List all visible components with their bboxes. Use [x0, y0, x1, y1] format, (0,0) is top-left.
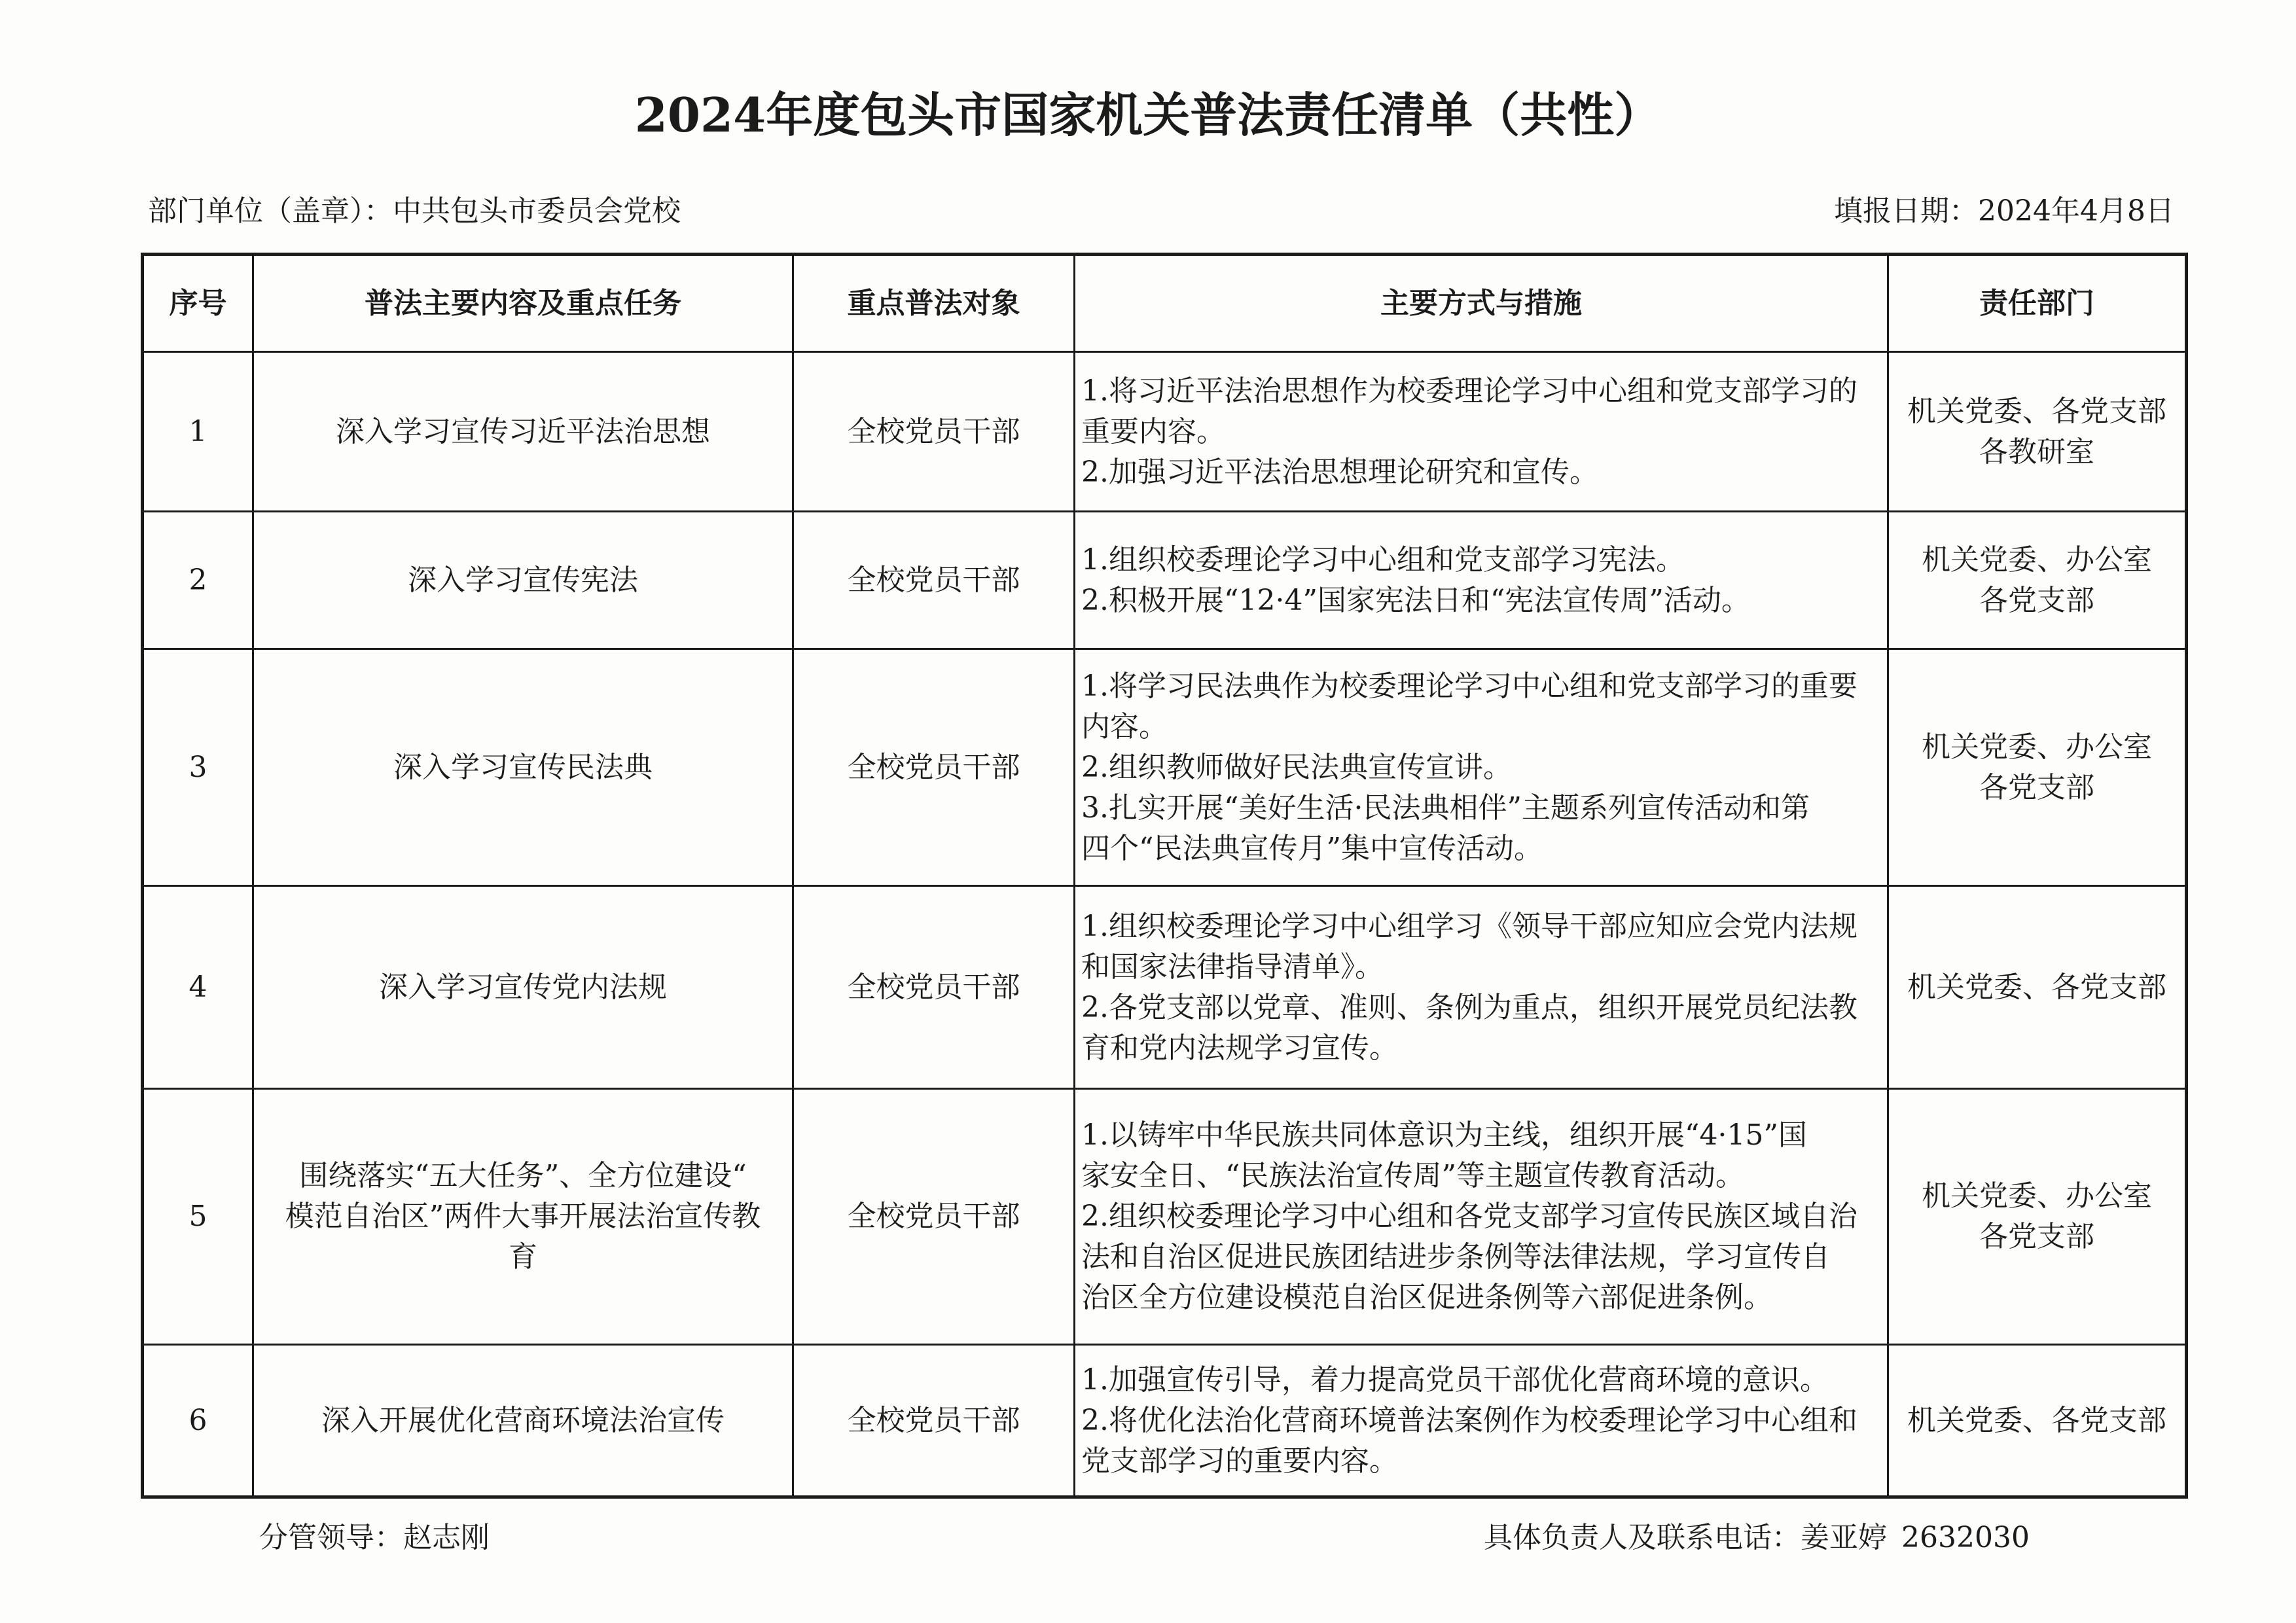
measure-line: 治区全方位建设模范自治区促进条例等六部促进条例。: [1081, 1281, 1772, 1314]
measure-line: 家安全日、“民族法治宣传周”等主题宣传教育活动。: [1081, 1159, 1744, 1192]
task-cell: [253, 352, 793, 512]
task-line: 育: [509, 1240, 537, 1274]
contact-person: [1484, 1520, 2030, 1556]
task-line: 深入学习宣传党内法规: [379, 970, 667, 1004]
supervisor: [259, 1520, 490, 1556]
department-line: 机关党委、办公室: [1922, 730, 2152, 764]
task-line: 深入学习宣传民法典: [393, 750, 653, 784]
measures-cell: [1075, 512, 1888, 649]
department-value: 中共包头市委员会党校: [393, 194, 681, 228]
table-row: [143, 512, 2187, 649]
target-cell: 全校党员干部: [793, 886, 1075, 1089]
responsibility-table: [141, 253, 2188, 1499]
measure-line: 内容。: [1081, 709, 1168, 743]
department-line: 各党支部: [1979, 1220, 2094, 1253]
measure-line: 3.扎实开展“美好生活·民法典相伴”主题系列宣传活动和第: [1081, 791, 1810, 825]
table-row: [143, 1089, 2187, 1345]
row-number: 2: [143, 512, 253, 649]
header-target: 重点普法对象: [793, 255, 1075, 352]
department-line: 机关党委、各党支部: [1907, 970, 2166, 1004]
measure-line: 1.加强宣传引导，着力提高党员干部优化营商环境的意识。: [1081, 1363, 1829, 1397]
measure-line: 2.加强习近平法治思想理论研究和宣传。: [1081, 455, 1598, 489]
contact-label: 具体负责人及联系电话：: [1484, 1521, 1801, 1554]
departments-cell: [1888, 352, 2187, 512]
departments-cell: [1888, 1345, 2187, 1497]
row-number: 3: [143, 649, 253, 886]
row-number: 5: [143, 1089, 253, 1345]
supervisor-name: 赵志刚: [403, 1521, 490, 1554]
departments-cell: [1888, 1089, 2187, 1345]
header-no: 序号: [143, 255, 253, 352]
table-row: [143, 352, 2187, 512]
departments-cell: [1888, 649, 2187, 886]
task-cell: [253, 1089, 793, 1345]
task-line: 围绕落实“五大任务”、全方位建设“: [299, 1159, 747, 1192]
measure-line: 1.组织校委理论学习中心组学习《领导干部应知应会党内法规: [1081, 909, 1857, 943]
department-line: 各党支部: [1979, 583, 2094, 617]
fill-date-label: 填报日期：: [1834, 194, 1979, 228]
contact-phone: 2632030: [1901, 1521, 2030, 1554]
table-row: [143, 649, 2187, 886]
measure-line: 1.将习近平法治思想作为校委理论学习中心组和党支部学习的: [1081, 374, 1857, 408]
department-line: 各教研室: [1979, 435, 2094, 469]
document-title: 2024年度包头市国家机关普法责任清单（共性）: [634, 87, 1662, 143]
measure-line: 2.组织校委理论学习中心组和各党支部学习宣传民族区域自治: [1081, 1200, 1857, 1233]
measure-line: 党支部学习的重要内容。: [1081, 1444, 1398, 1478]
header-task: 普法主要内容及重点任务: [253, 255, 793, 352]
target-cell: 全校党员干部: [793, 352, 1075, 512]
measures-cell: [1075, 1345, 1888, 1497]
row-number: 6: [143, 1345, 253, 1497]
header-departments: 责任部门: [1888, 255, 2187, 352]
supervisor-label: 分管领导：: [259, 1521, 403, 1554]
department-label: 部门单位（盖章）：: [148, 194, 393, 228]
measure-line: 2.组织教师做好民法典宣传宣讲。: [1081, 750, 1512, 784]
task-line: 模范自治区”两件大事开展法治宣传教: [285, 1200, 761, 1233]
fill-date-value: 2024年4月8日: [1978, 194, 2174, 228]
measures-cell: [1075, 649, 1888, 886]
departments-cell: [1888, 512, 2187, 649]
department-line: 机关党委、办公室: [1922, 543, 2152, 577]
target-cell: 全校党员干部: [793, 1345, 1075, 1497]
department-line: 机关党委、办公室: [1922, 1179, 2152, 1213]
measure-line: 育和党内法规学习宣传。: [1081, 1031, 1398, 1065]
measure-line: 1.以铸牢中华民族共同体意识为主线，组织开展“4·15”国: [1081, 1118, 1807, 1152]
measures-cell: [1075, 886, 1888, 1089]
measures-cell: [1075, 352, 1888, 512]
header-measures: 主要方式与措施: [1075, 255, 1888, 352]
task-line: 深入学习宣传习近平法治思想: [336, 414, 710, 448]
task-cell: [253, 512, 793, 649]
task-line: 深入开展优化营商环境法治宣传: [321, 1403, 725, 1437]
contact-name: 姜亚婷: [1801, 1521, 1887, 1554]
department-line: 机关党委、各党支部: [1907, 394, 2166, 428]
measure-line: 法和自治区促进民族团结进步条例等法律法规，学习宣传自: [1081, 1240, 1830, 1274]
target-cell: 全校党员干部: [793, 1089, 1075, 1345]
task-cell: [253, 1345, 793, 1497]
departments-cell: [1888, 886, 2187, 1089]
measure-line: 重要内容。: [1081, 414, 1225, 448]
measure-line: 2.各党支部以党章、准则、条例为重点，组织开展党员纪法教: [1081, 990, 1857, 1024]
measure-line: 2.将优化法治化营商环境普法案例作为校委理论学习中心组和: [1081, 1403, 1857, 1437]
measure-line: 四个“民法典宣传月”集中宣传活动。: [1081, 831, 1543, 865]
target-cell: 全校党员干部: [793, 649, 1075, 886]
table-row: [143, 886, 2187, 1089]
department-line: 机关党委、各党支部: [1907, 1403, 2166, 1437]
row-number: 4: [143, 886, 253, 1089]
task-cell: [253, 886, 793, 1089]
measure-line: 1.将学习民法典作为校委理论学习中心组和党支部学习的重要: [1081, 669, 1857, 703]
row-number: 1: [143, 352, 253, 512]
department-line: 各党支部: [1979, 770, 2094, 804]
table-header-row: [143, 255, 2187, 352]
measure-line: 2.积极开展“12·4”国家宪法日和“宪法宣传周”活动。: [1081, 583, 1750, 617]
task-line: 深入学习宣传宪法: [408, 563, 638, 597]
fill-date: [1834, 193, 2174, 230]
measure-line: 和国家法律指导清单》。: [1081, 950, 1384, 984]
measure-line: 1.组织校委理论学习中心组和党支部学习宪法。: [1081, 543, 1685, 577]
department-unit: [148, 193, 681, 230]
target-cell: 全校党员干部: [793, 512, 1075, 649]
table-row: [143, 1345, 2187, 1497]
task-cell: [253, 649, 793, 886]
measures-cell: [1075, 1089, 1888, 1345]
